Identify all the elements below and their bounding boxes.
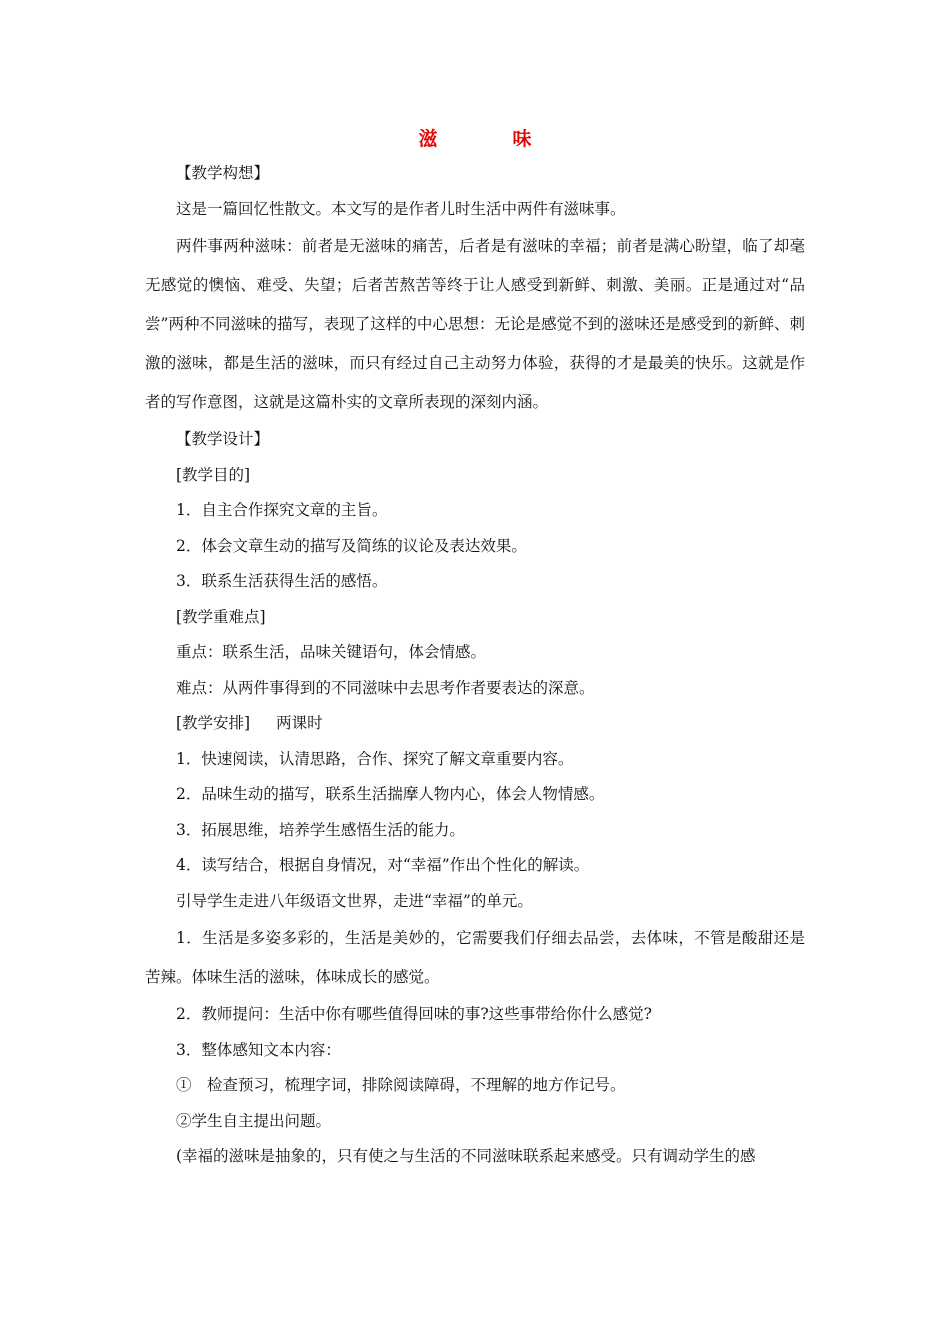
goal-item: 1．自主合作探究文章的主旨。 [176, 501, 388, 519]
goals-heading: [教学目的] [176, 465, 251, 484]
key-point: 重点：联系生活，品味关键语句，体会情感。 [176, 643, 487, 661]
key-heading: [教学重难点] [176, 607, 266, 626]
hard-point: 难点：从两件事得到的不同滋味中去思考作者要表达的深意。 [176, 678, 595, 697]
design-heading: 【教学设计】 [176, 430, 270, 448]
arrange-line [145, 706, 805, 742]
goal-item: 2．体会文章生动的描写及简练的议论及表达效果。 [176, 536, 527, 555]
arrange-item: 2．品味生动的描写，联系生活揣摩人物内心，体会人物情感。 [176, 785, 605, 803]
concept-paragraph-2: 两件事两种滋味：前者是无滋味的痛苦，后者是有滋味的幸福；前者是满心盼望，临了却毫无感觉的懊恼、难受、失望；后者苦熬苦等终于让人感受到新鲜、刺激、美丽。正是通过对“品尝”两种不同滋味的描写，表现了这样的中心思想：无论是感觉不到的滋味还是感受到的新鲜、刺激的滋味，都是生活的滋味，而只有经过自己主动努力体验，获得的才是最美的快乐。这就是作者的写作意图，这就是这篇朴实的文章所表现的深刻内涵。 [145, 237, 805, 411]
step-3-b: ②学生自主提出问题。 [176, 1111, 332, 1130]
note-line: (幸福的滋味是抽象的，只有使之与生活的不同滋味联系起来感受。只有调动学生的感 [176, 1147, 756, 1165]
document-body [145, 156, 805, 1175]
intro-line: 引导学生走进八年级语文世界，走进“幸福”的单元。 [176, 891, 533, 910]
arrange-item: 1．快速阅读，认清思路，合作、探究了解文章重要内容。 [176, 749, 574, 768]
arrange-item: 4．读写结合，根据自身情况，对“幸福”作出个性化的解读。 [176, 856, 590, 874]
arrange-value: 两课时 [276, 714, 323, 732]
step-3: 3．整体感知文本内容： [176, 1040, 341, 1059]
step-2: 2．教师提问：生活中你有哪些值得回味的事?这些事带给你什么感觉? [176, 1005, 652, 1023]
concept-heading: 【教学构想】 [176, 164, 270, 182]
concept-paragraph-1: 这是一篇回忆性散文。本文写的是作者儿时生活中两件有滋味事。 [176, 199, 626, 218]
arrange-item: 3．拓展思维，培养学生感悟生活的能力。 [176, 820, 465, 839]
step-1: 1．生活是多姿多彩的，生活是美妙的，它需要我们仔细去品尝，去体味，不管是酸甜还是苦辣。体味生活的滋味，体味成长的感觉。 [145, 929, 805, 986]
step-3-a: ① 检查预习，梳理字词，排除阅读障碍，不理解的地方作记号。 [176, 1076, 626, 1094]
document-title: 滋 味 [418, 128, 560, 150]
arrange-heading: [教学安排] [176, 714, 251, 732]
goal-item: 3．联系生活获得生活的感悟。 [176, 572, 388, 590]
